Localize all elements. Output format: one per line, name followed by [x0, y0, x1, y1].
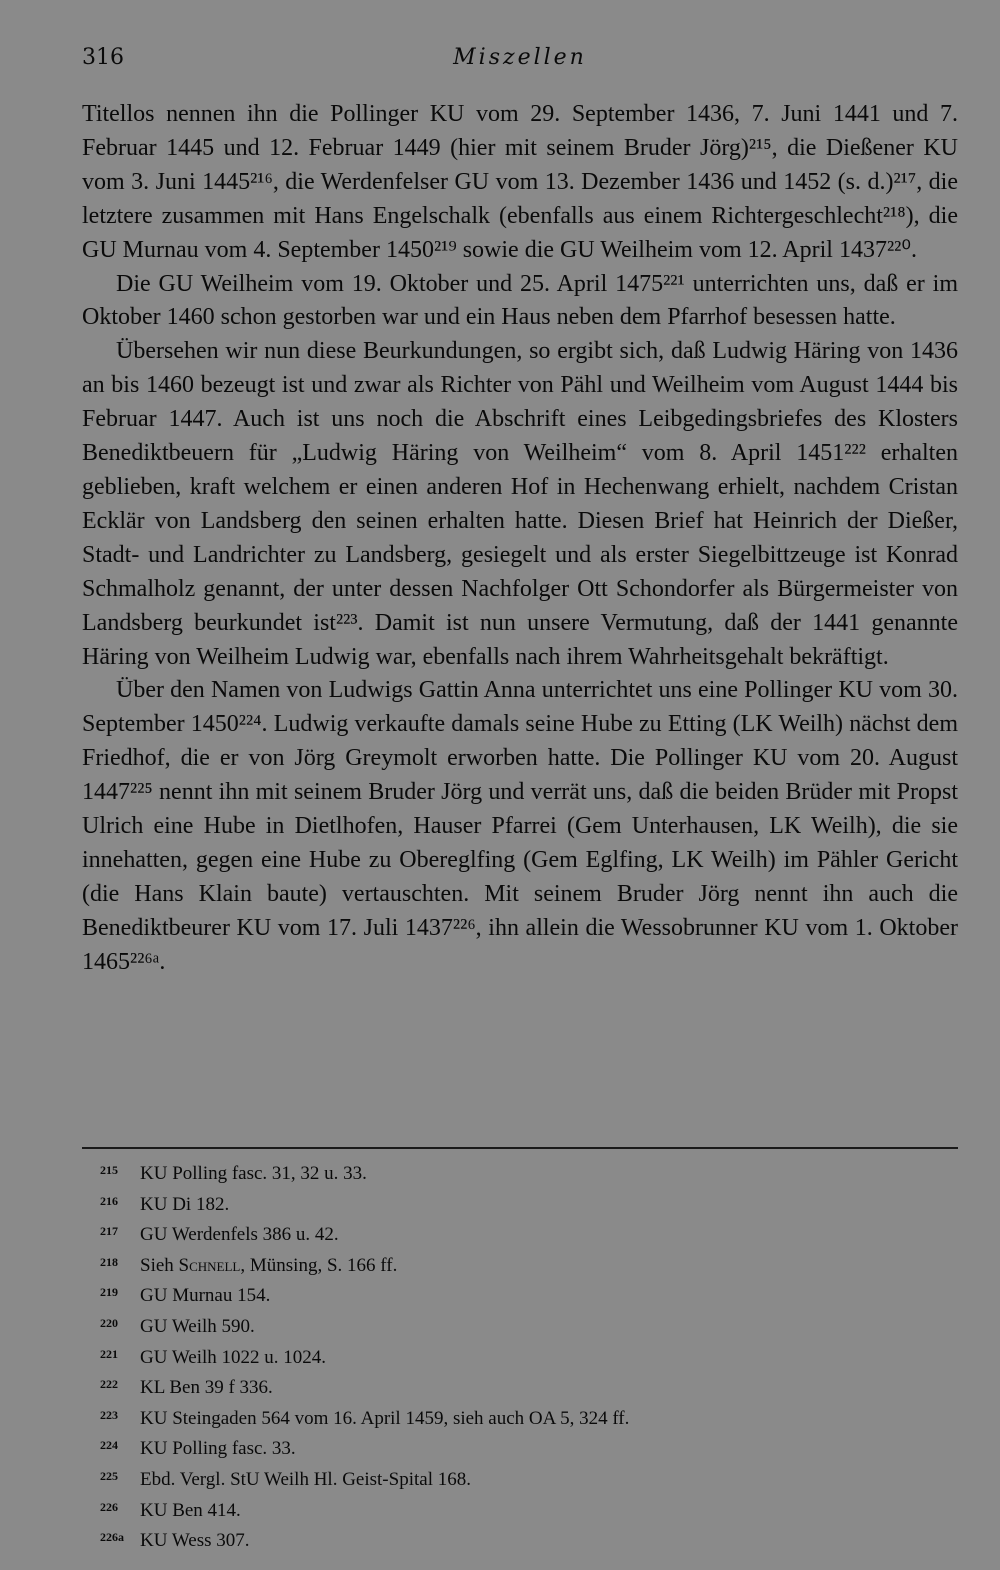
paragraph-3: Übersehen wir nun diese Beurkundungen, so ergibt sich, daß Ludwig Häring von 1436 an bis 1460 bezeugt ist und zwar als Richter von Pähl und Weilheim vom August 1444 bis Februar 1447. Auch ist uns noch die Abschrift eines Leibgedingsbriefes des Klosters Benediktbeuern für „Ludwig Häring von Weilheim“ vom 8. April 1451²²² erhalten geblieben, kraft welchem er einen anderen Hof in Hechenwang erhielt, nachdem Cristan Ecklär von Landsberg den seinen erhalten hatte. Diesen Brief hat Heinrich der Dießer, Stadt- und Landrichter zu Landsberg, gesiegelt und als erster Siegelbittzeuge ist Konrad Schmalholz genannt, der unter dessen Nachfolger Ott Schondorfer als Bürgermeister von Landsberg beurkundet ist²²³. Damit ist nun unsere Vermutung, daß der 1441 genannte Häring von Weilheim Ludwig war, ebenfalls nach ihrem Wahrheitsgehalt bekräftigt. [82, 338, 958, 670]
footnote-220: 220 GU Weilh 590. [100, 1315, 255, 1337]
author-name: Schnell [178, 1254, 241, 1276]
footnote-223: 223 KU Steingaden 564 vom 16. April 1459, sieh auch OA 5, 324 ff. [100, 1407, 630, 1429]
footnote-222: 222 KL Ben 39 f 336. [100, 1377, 273, 1399]
footnote-224: 224 KU Polling fasc. 33. [100, 1438, 296, 1460]
paragraph-2: Die GU Weilheim vom 19. Oktober und 25. April 1475²²¹ unterrichten uns, daß er im Oktober 1460 schon gestorben war und ein Haus neben dem Pfarrhof besessen hatte. [82, 270, 958, 331]
paragraph-4: Über den Namen von Ludwigs Gattin Anna unterrichtet uns eine Pollinger KU vom 30. September 1450²²⁴. Ludwig verkaufte damals seine Hube zu Etting (LK Weilh) nächst dem Friedhof, die er von Jörg Greymolt erworben hatte. Die Pollinger KU vom 20. August 1447²²⁵ nennt ihn mit seinem Bruder Jörg und verrät uns, daß die beiden Brüder mit Propst Ulrich eine Hube in Dietlhofen, Hauser Pfarrei (Gem Unterhausen, LK Weilh), die sie innehatten, gegen eine Hube zu Obereglfing (Gem Eglfing, LK Weilh) im Pähler Gericht (die Hans Klain baute) vertauschten. Mit seinem Bruder Jörg nennt ihn auch die Benediktbeurer KU vom 17. Juli 1437²²⁶, ihn allein die Wessobrunner KU vom 1. Oktober 1465²²⁶ᵃ. [82, 677, 958, 975]
footnote-rule [82, 1147, 958, 1149]
footnote-226: 226 KU Ben 414. [100, 1499, 241, 1521]
footnote-217: 217 GU Werdenfels 386 u. 42. [100, 1224, 339, 1246]
footnote-215: 215 KU Polling fasc. 31, 32 u. 33. [100, 1163, 367, 1184]
page-number: 316 [82, 45, 124, 70]
footnote-221: 221 GU Weilh 1022 u. 1024. [100, 1346, 327, 1368]
footnote-218: 218 Sieh Schnell, Münsing, S. 166 ff. [100, 1254, 398, 1276]
footnote-226a: 226a KU Wess 307. [100, 1530, 250, 1552]
body-text [82, 98, 958, 980]
footnote-225: 225 Ebd. Vergl. StU Weilh Hl. Geist-Spital 168. [100, 1468, 471, 1490]
running-title: Miszellen [453, 45, 587, 70]
page-header [82, 45, 958, 77]
paragraph-1: Titellos nennen ihn die Pollinger KU vom 29. September 1436, 7. Juni 1441 und 7. Februar 1445 und 12. Februar 1449 (hier mit seinem Bruder Jörg)²¹⁵, die Dießener KU vom 3. Juni 1445²¹⁶, die Werdenfelser GU vom 13. Dezember 1436 und 1452 (s. d.)²¹⁷, die letztere zusammen mit Hans Engelschalk (ebenfalls aus einem Richtergeschlecht²¹⁸), die GU Murnau vom 4. September 1450²¹⁹ sowie die GU Weilheim vom 12. April 1437²²⁰. [82, 101, 958, 263]
footnotes [100, 1157, 940, 1555]
footnote-219: 219 GU Murnau 154. [100, 1285, 271, 1307]
footnote-216: 216 KU Di 182. [100, 1193, 230, 1215]
